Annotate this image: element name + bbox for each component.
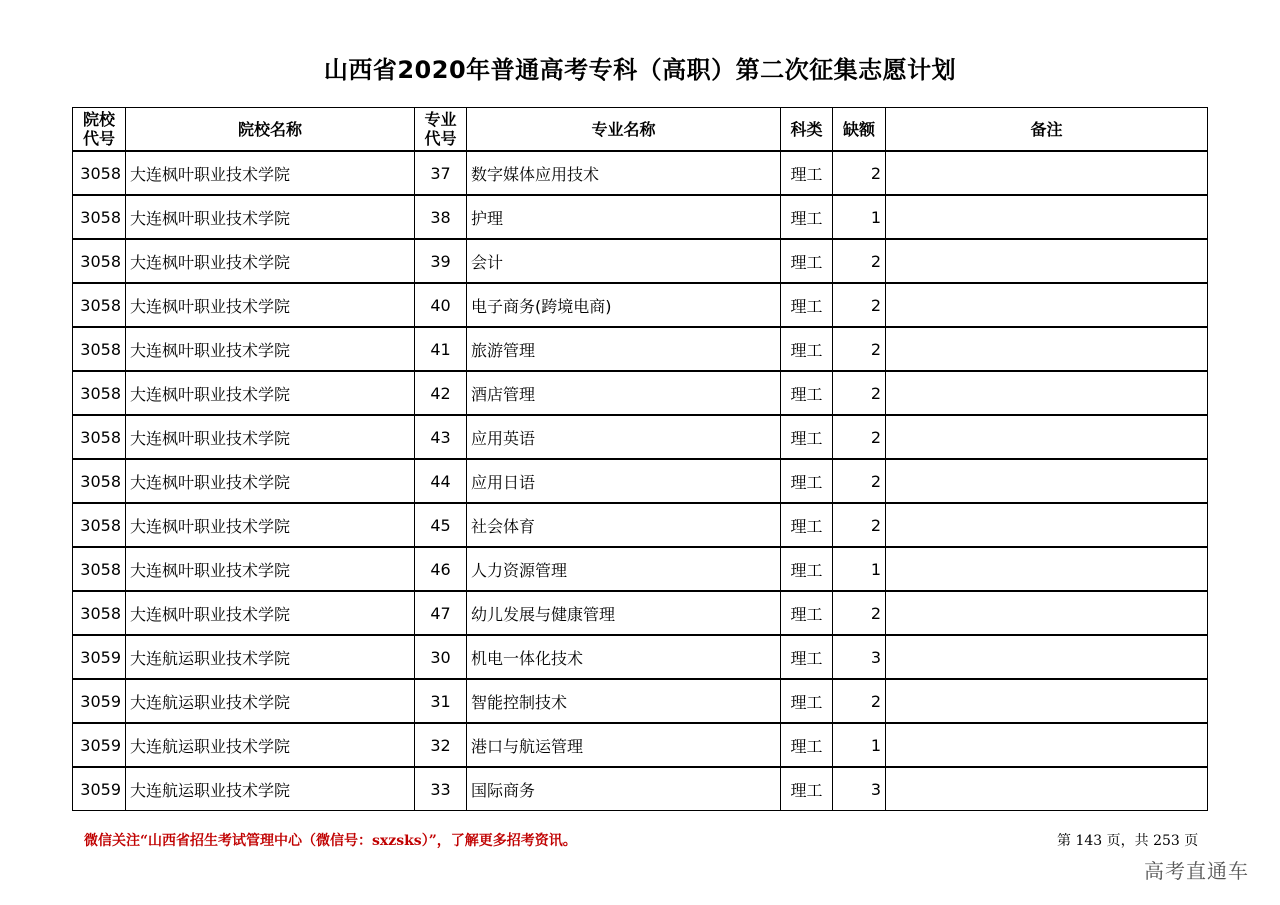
table-row [73,503,1208,547]
cell-remarks [886,635,1208,679]
cell-category: 理工 [781,283,833,327]
cell-major-code: 45 [415,503,467,547]
table-row [73,239,1208,283]
table-row [73,679,1208,723]
cell-major-name: 应用日语 [467,459,781,503]
cell-category: 理工 [781,195,833,239]
cell-school-code: 3058 [73,195,126,239]
cell-category: 理工 [781,635,833,679]
cell-remarks [886,503,1208,547]
cell-remarks [886,723,1208,767]
cell-quota: 2 [833,415,886,459]
cell-category: 理工 [781,767,833,811]
cell-quota: 1 [833,723,886,767]
cell-school-name: 大连航运职业技术学院 [126,767,415,811]
table-row [73,635,1208,679]
header-quota: 缺额 [833,108,886,152]
cell-category: 理工 [781,151,833,195]
cell-school-code: 3059 [73,679,126,723]
cell-school-code: 3059 [73,767,126,811]
cell-category: 理工 [781,679,833,723]
cell-category: 理工 [781,591,833,635]
cell-major-name: 人力资源管理 [467,547,781,591]
cell-major-name: 应用英语 [467,415,781,459]
cell-remarks [886,371,1208,415]
cell-school-name: 大连枫叶职业技术学院 [126,503,415,547]
cell-school-name: 大连枫叶职业技术学院 [126,195,415,239]
header-major-name: 专业名称 [467,108,781,152]
cell-category: 理工 [781,239,833,283]
cell-school-name: 大连枫叶职业技术学院 [126,415,415,459]
table-row [73,283,1208,327]
cell-school-code: 3059 [73,635,126,679]
cell-major-name: 护理 [467,195,781,239]
table-row [73,591,1208,635]
cell-remarks [886,767,1208,811]
cell-category: 理工 [781,415,833,459]
cell-quota: 2 [833,151,886,195]
cell-school-name: 大连航运职业技术学院 [126,635,415,679]
cell-major-code: 43 [415,415,467,459]
cell-remarks [886,459,1208,503]
cell-school-code: 3058 [73,547,126,591]
cell-major-code: 39 [415,239,467,283]
cell-quota: 1 [833,547,886,591]
cell-major-code: 41 [415,327,467,371]
cell-remarks [886,679,1208,723]
cell-quota: 3 [833,635,886,679]
cell-major-name: 国际商务 [467,767,781,811]
cell-remarks [886,591,1208,635]
cell-quota: 2 [833,327,886,371]
cell-category: 理工 [781,503,833,547]
cell-school-name: 大连航运职业技术学院 [126,723,415,767]
cell-category: 理工 [781,547,833,591]
cell-major-code: 37 [415,151,467,195]
watermark-text: 高考直通车 [1144,859,1249,883]
plan-table [72,107,1208,811]
header-school-code: 院校代号 [73,108,126,152]
cell-remarks [886,239,1208,283]
cell-major-code: 42 [415,371,467,415]
cell-major-name: 旅游管理 [467,327,781,371]
cell-school-name: 大连枫叶职业技术学院 [126,239,415,283]
cell-quota: 2 [833,591,886,635]
cell-remarks [886,151,1208,195]
cell-school-name: 大连枫叶职业技术学院 [126,591,415,635]
cell-major-name: 数字媒体应用技术 [467,151,781,195]
table-row [73,195,1208,239]
cell-school-name: 大连枫叶职业技术学院 [126,547,415,591]
cell-major-code: 30 [415,635,467,679]
cell-quota: 3 [833,767,886,811]
cell-quota: 2 [833,283,886,327]
cell-school-code: 3058 [73,415,126,459]
cell-major-name: 电子商务(跨境电商) [467,283,781,327]
cell-major-code: 31 [415,679,467,723]
header-school-name: 院校名称 [126,108,415,152]
cell-quota: 2 [833,459,886,503]
table-row [73,767,1208,811]
cell-major-name: 幼儿发展与健康管理 [467,591,781,635]
cell-major-name: 智能控制技术 [467,679,781,723]
cell-school-code: 3058 [73,327,126,371]
header-major-code: 专业代号 [415,108,467,152]
table-row [73,415,1208,459]
cell-major-code: 33 [415,767,467,811]
cell-major-code: 40 [415,283,467,327]
cell-remarks [886,547,1208,591]
cell-school-name: 大连枫叶职业技术学院 [126,151,415,195]
cell-school-code: 3058 [73,371,126,415]
cell-school-name: 大连枫叶职业技术学院 [126,283,415,327]
cell-school-code: 3058 [73,239,126,283]
cell-school-name: 大连枫叶职业技术学院 [126,327,415,371]
cell-quota: 1 [833,195,886,239]
cell-school-name: 大连枫叶职业技术学院 [126,371,415,415]
table-row [73,723,1208,767]
header-remarks: 备注 [886,108,1208,152]
cell-school-code: 3058 [73,503,126,547]
cell-remarks [886,283,1208,327]
cell-school-code: 3059 [73,723,126,767]
table-row [73,459,1208,503]
cell-major-name: 会计 [467,239,781,283]
header-category: 科类 [781,108,833,152]
cell-school-name: 大连枫叶职业技术学院 [126,459,415,503]
cell-remarks [886,195,1208,239]
cell-major-name: 社会体育 [467,503,781,547]
cell-quota: 2 [833,239,886,283]
cell-quota: 2 [833,371,886,415]
cell-remarks [886,415,1208,459]
cell-quota: 2 [833,679,886,723]
cell-school-code: 3058 [73,283,126,327]
cell-major-code: 44 [415,459,467,503]
cell-category: 理工 [781,723,833,767]
table-header-row [73,108,1208,152]
cell-quota: 2 [833,503,886,547]
table-row [73,547,1208,591]
page-number: 第 143 页，共 253 页 [1057,833,1199,849]
cell-category: 理工 [781,459,833,503]
cell-major-name: 酒店管理 [467,371,781,415]
cell-school-code: 3058 [73,459,126,503]
cell-major-code: 32 [415,723,467,767]
cell-school-name: 大连航运职业技术学院 [126,679,415,723]
table-row [73,151,1208,195]
cell-category: 理工 [781,371,833,415]
cell-category: 理工 [781,327,833,371]
cell-major-code: 46 [415,547,467,591]
table-row [73,371,1208,415]
cell-school-code: 3058 [73,151,126,195]
cell-major-code: 38 [415,195,467,239]
page-title: 山西省2020年普通高考专科（高职）第二次征集志愿计划 [323,56,957,84]
footer-wechat-note: 微信关注“山西省招生考试管理中心（微信号：sxzsks）”，了解更多招考资讯。 [84,833,577,849]
table-body [73,151,1208,811]
cell-major-name: 港口与航运管理 [467,723,781,767]
cell-remarks [886,327,1208,371]
cell-major-code: 47 [415,591,467,635]
cell-school-code: 3058 [73,591,126,635]
table-row [73,327,1208,371]
cell-major-name: 机电一体化技术 [467,635,781,679]
